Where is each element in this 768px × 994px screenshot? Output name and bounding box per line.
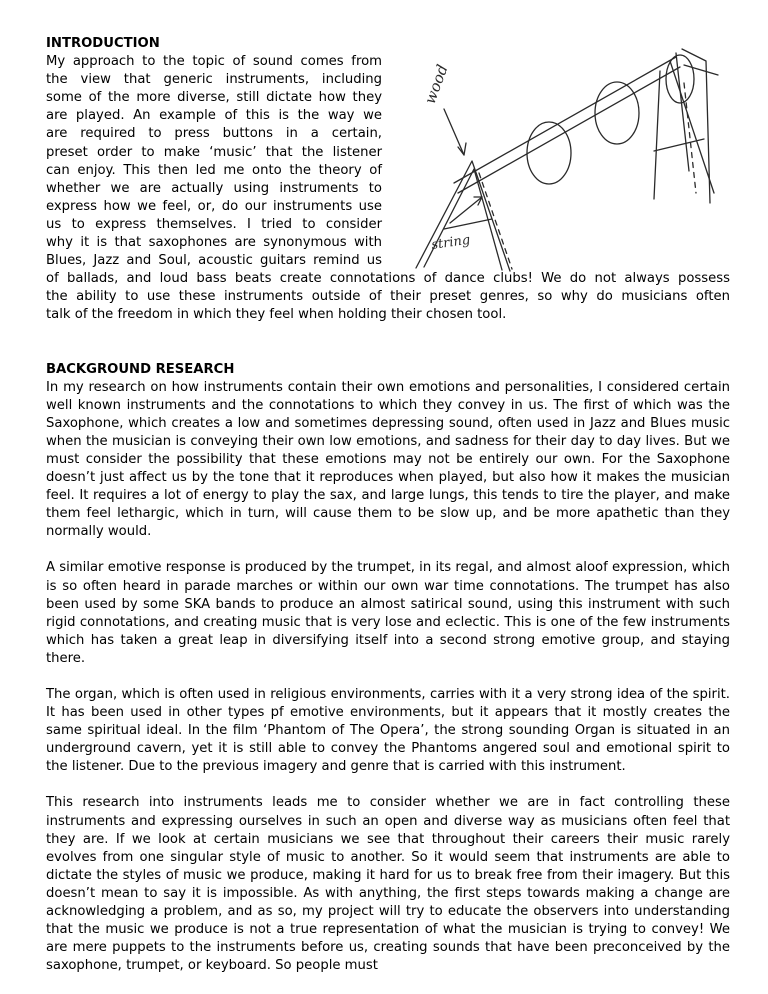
intro-line: express how we feel, or, do our instruments use	[46, 198, 382, 214]
introduction-section	[46, 35, 730, 325]
document-page	[46, 35, 730, 975]
intro-line: are required to press buttons in a certain,	[46, 126, 382, 142]
intro-line: whether we are actually using instruments to	[46, 180, 382, 196]
sketch-label-wood: wood	[420, 62, 452, 107]
intro-line: of ballads, and loud bass beats create connotations of dance clubs! We do not always possess	[46, 271, 730, 287]
intro-line: some of the more diverse, still dictate how they	[46, 90, 382, 106]
instrument-sketch	[384, 43, 730, 273]
sketch-label-string: string	[430, 232, 472, 253]
background-research-heading: BACKGROUND RESEARCH	[46, 361, 235, 377]
body-paragraph: This research into instruments leads me to consider whether we are in fact controlling these instruments and expressing ourselves in such an open and diverse way as musicians often feel that they are. If we look at certain musicians we see that throughout their careers their music rarely evolves from one singular style of music to another. So it would seem that instruments are able to dictate the styles of music we produce, making it hard for us to break free from their imagery. But this doesn’t mean to say it is impossible. As with anything, the first steps towards making a change are acknowledging a problem, and as so, my project will try to educate the observers into understanding that the music we produce is not a true representation of what the musician is trying to convey! We are mere puppets to the instruments before us, creating sounds that have been preconceived by the saxophone, trumpet, or keyboard. So people must	[46, 795, 730, 974]
intro-line: Blues, Jazz and Soul, acoustic guitars remind us	[46, 253, 382, 269]
body-paragraph: In my research on how instruments contain their own emotions and personalities, I considered certain well known instruments and the connotations to which they convey in us. The first of which was the Saxophone, which creates a low and sometimes depressing sound, often used in Jazz and Blues music when the musician is conveying their own low emotions, and sadness for their day to day lives. But we must consider the possibility that these emotions may not be entirely our own. For the Saxophone doesn’t just affect us by the tone that it reproduces when played, but also how it makes the musician feel. It requires a lot of energy to play the sax, and large lungs, this tends to tire the player, and make them feel lethargic, which in turn, will cause them to be slow up, and be more apathetic than they normally would.	[46, 379, 730, 540]
background-research-section	[46, 361, 730, 976]
intro-line: My approach to the topic of sound comes from	[46, 54, 382, 70]
intro-line: preset order to make ‘music’ that the listener	[46, 144, 382, 160]
introduction-heading: INTRODUCTION	[46, 36, 160, 51]
intro-line: the ability to use these instruments outside of their preset genres, so why do musicians often	[46, 289, 730, 305]
body-paragraph: The organ, which is often used in religious environments, carries with it a very strong idea of the spirit. It has been used in other types pf emotive environments, but it appears that it mostly creates the same spiritual ideal. In the film ‘Phantom of The Opera’, the strong sounding Organ is situated in an underground cavern, yet it is still able to convey the Phantoms angered soul and emotional spirit to the listener. Due to the previous imagery and genre that is carried with this instrument.	[46, 687, 730, 775]
intro-line: talk of the freedom in which they feel when holding their chosen tool.	[46, 307, 507, 323]
intro-line: us to express themselves. I tried to consider	[46, 216, 382, 232]
intro-line: why it is that saxophones are synonymous with	[46, 235, 382, 251]
body-paragraph: A similar emotive response is produced by the trumpet, in its regal, and almost aloof expression, which is so often heard in parade marches or within our own war time connotations. The trumpet has also been used by some SKA bands to produce an almost satirical sound, using this instrument with such rigid connotations, and creating music that is very lose and eclectic. This is one of the few instruments which has taken a great leap in diversifying itself into a second strong emotive group, and staying there.	[46, 560, 730, 666]
intro-line: can enjoy. This then led me onto the theory of	[46, 162, 382, 178]
intro-line: are played. An example of this is the way we	[46, 108, 382, 124]
intro-line: the view that generic instruments, including	[46, 72, 382, 88]
